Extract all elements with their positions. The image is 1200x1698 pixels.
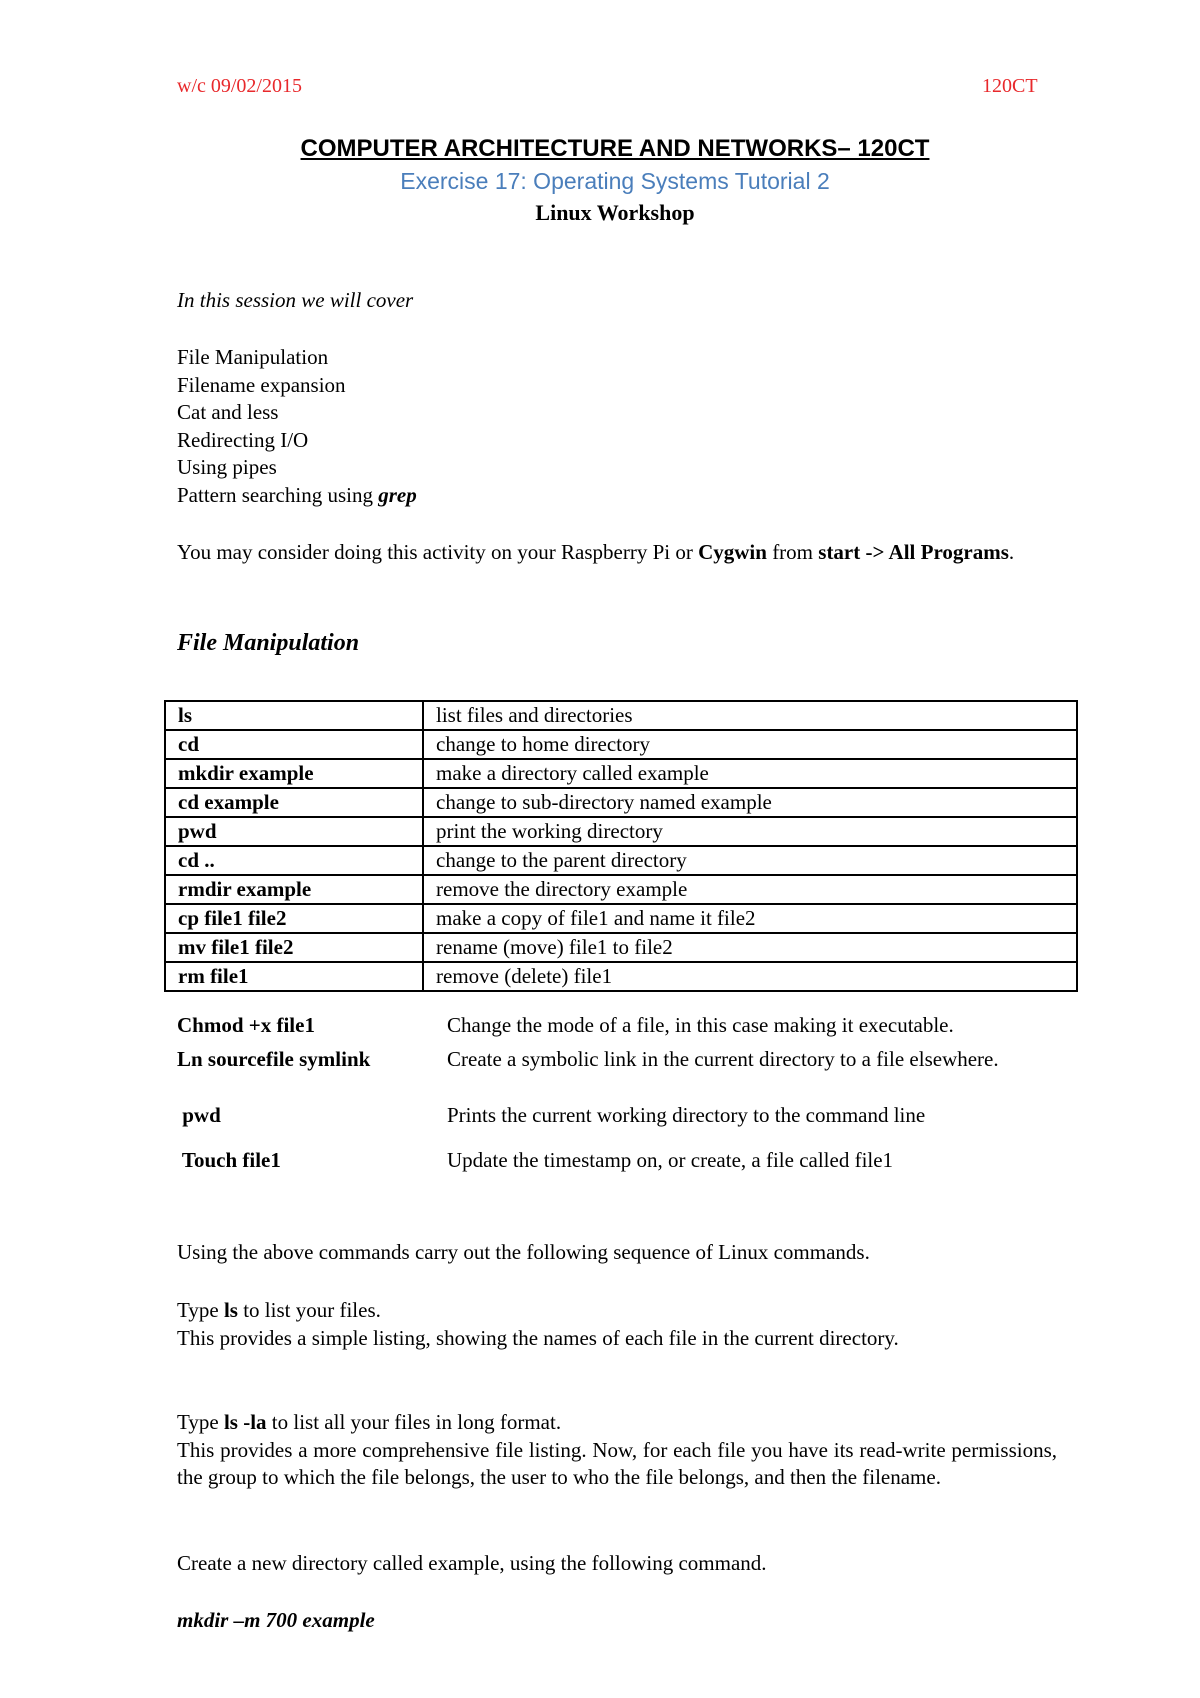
topic-item: Using pipes [177, 455, 277, 479]
command-description: remove the directory example [423, 875, 1077, 904]
topic-item: Cat and less [177, 400, 279, 424]
command-row [165, 701, 1077, 730]
command-name: rm file1 [165, 962, 423, 991]
command-description: change to home directory [423, 730, 1077, 759]
command-name: mv file1 file2 [165, 933, 423, 962]
command-description: rename (move) file1 to file2 [423, 933, 1077, 962]
platform-paragraph: You may consider doing this activity on your Raspberry Pi or Cygwin from start -> All Programs. [177, 540, 1015, 564]
ls-la-paragraph: Type ls -la to list all your files in long format. This provides a more comprehensive file listing. Now, for each file you have its read-write permissions, the group to which the file belongs, the user to who the file belongs, and then the filename. [177, 1410, 1057, 1489]
extra-command-desc: Change the mode of a file, in this case making it executable. [447, 1013, 954, 1037]
section-heading: File Manipulation [177, 630, 360, 656]
mkdir-command-example: mkdir –m 700 example [177, 1608, 375, 1632]
extra-command: Touch file1 [177, 1148, 281, 1172]
command-description: make a copy of file1 and name it file2 [423, 904, 1077, 933]
exercise-subtitle: Exercise 17: Operating Systems Tutorial 2 [400, 168, 830, 194]
command-name: ls [165, 701, 423, 730]
command-row [165, 904, 1077, 933]
header-course-code: 120CT [982, 75, 1038, 97]
command-row [165, 817, 1077, 846]
command-description: change to the parent directory [423, 846, 1077, 875]
command-row [165, 846, 1077, 875]
topic-item: Pattern searching using grep [177, 482, 417, 507]
topic-item: File Manipulation [177, 345, 329, 369]
workshop-subtitle: Linux Workshop [535, 200, 695, 225]
command-description: make a directory called example [423, 759, 1077, 788]
command-name: rmdir example [165, 875, 423, 904]
ls-paragraph: Type ls to list your files. This provides a simple listing, showing the names of each file in the current directory. [177, 1298, 899, 1350]
extra-command-desc: Update the timestamp on, or create, a file called file1 [447, 1148, 894, 1172]
document-title: COMPUTER ARCHITECTURE AND NETWORKS– 120CT [300, 135, 930, 162]
commands-table [164, 700, 1078, 992]
extra-command-desc: Create a symbolic link in the current directory to a file elsewhere. [447, 1047, 999, 1071]
extra-command: Chmod +x file1 [177, 1013, 315, 1037]
command-name: cp file1 file2 [165, 904, 423, 933]
command-row [165, 730, 1077, 759]
extra-command-desc: Prints the current working directory to the command line [447, 1103, 926, 1127]
command-row [165, 759, 1077, 788]
command-name: mkdir example [165, 759, 423, 788]
command-name: cd example [165, 788, 423, 817]
grep-keyword: grep [378, 482, 417, 507]
command-description: change to sub-directory named example [423, 788, 1077, 817]
command-row [165, 875, 1077, 904]
extra-command: pwd [177, 1103, 221, 1127]
topic-item: Filename expansion [177, 372, 346, 397]
header-date: w/c 09/02/2015 [177, 75, 302, 97]
command-description: list files and directories [423, 701, 1077, 730]
command-name: cd .. [165, 846, 423, 875]
command-name: cd [165, 730, 423, 759]
command-description: print the working directory [423, 817, 1077, 846]
instruction-paragraph: Using the above commands carry out the following sequence of Linux commands. [177, 1240, 870, 1264]
extra-command: Ln sourcefile symlink [177, 1047, 371, 1071]
command-name: pwd [165, 817, 423, 846]
command-row [165, 933, 1077, 962]
mkdir-paragraph: Create a new directory called example, using the following command. [177, 1551, 767, 1575]
intro-text: In this session we will cover [177, 288, 414, 312]
topics-list [177, 344, 1057, 509]
command-description: remove (delete) file1 [423, 962, 1077, 991]
command-row [165, 962, 1077, 991]
topic-item: Redirecting I/O [177, 427, 309, 452]
command-row [165, 788, 1077, 817]
